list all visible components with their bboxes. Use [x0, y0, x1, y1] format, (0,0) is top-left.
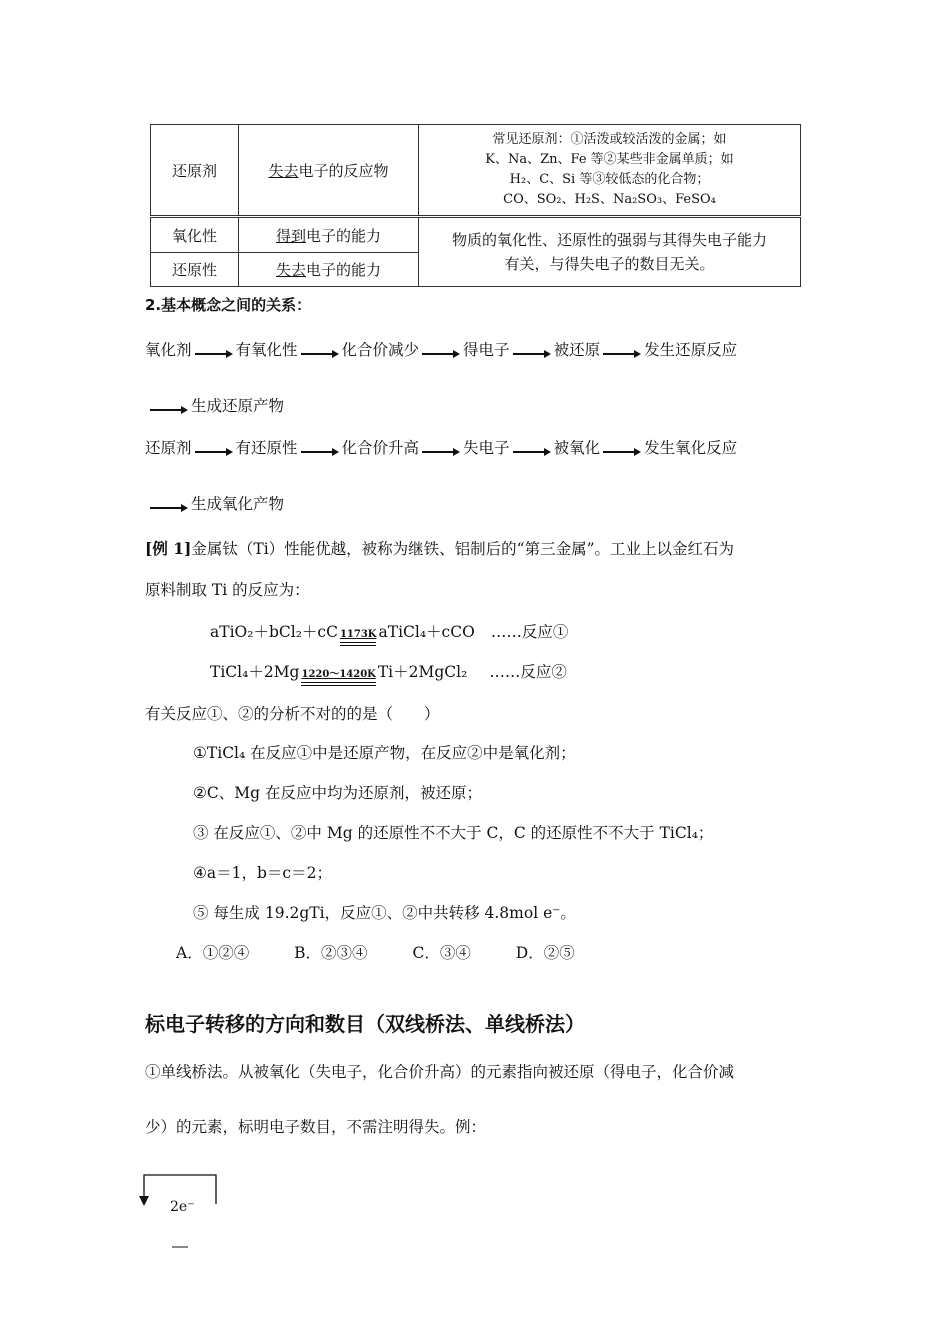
- reducer-chain-tail: 生成氧化产物: [147, 492, 284, 514]
- example-intro-2: 原料制取 Ti 的反应为：: [145, 581, 310, 599]
- single-bridge-desc-1: ①单线桥法。从被氧化（失电子，化合价升高）的元素指向被还原（得电子，化合价减: [145, 1063, 735, 1081]
- arrow-icon: [150, 402, 188, 412]
- reducer-name: 还原剂: [151, 125, 239, 217]
- arrow-down-icon: [139, 1196, 149, 1206]
- option-c[interactable]: C．③④: [412, 944, 471, 962]
- arrow-icon: [513, 346, 551, 356]
- option-a[interactable]: A．①②④: [176, 944, 250, 962]
- statement-4: ④a＝1，b＝c＝2；: [193, 864, 332, 882]
- reducer-chain: 还原剂 有还原性 化合价升高 失电子 被氧化 发生氧化反应: [145, 439, 738, 457]
- oxidizability-name: 氧化性: [151, 217, 239, 253]
- single-bridge-desc-2: 少）的元素，标明电子数目，不需注明得失。例：: [145, 1118, 487, 1136]
- arrow-icon: [301, 444, 339, 454]
- option-b[interactable]: B．②③④: [294, 944, 368, 962]
- equation-2: TiCl₄＋2Mg 1220～1420K Ti＋2MgCl₂ ……反应②: [210, 660, 567, 686]
- oxidizability-definition: 得到电子的能力: [239, 217, 419, 253]
- arrow-icon: [195, 444, 233, 454]
- electron-transfer-diagram: [136, 1170, 226, 1260]
- statement-2: ②C、Mg 在反应中均为还原剂，被还原；: [193, 784, 482, 802]
- oxidant-chain: 氧化剂 有氧化性 化合价减少 得电子 被还原 发生还原反应: [145, 341, 738, 359]
- statement-5: ⑤ 每生成 19.2gTi，反应①、②中共转移 4.8mol e⁻。: [193, 904, 576, 922]
- arrow-icon: [195, 346, 233, 356]
- section-heading: 标电子转移的方向和数目（双线桥法、单线桥法）: [145, 1012, 585, 1036]
- table-row: [151, 125, 801, 217]
- option-d[interactable]: D．②⑤: [515, 944, 575, 962]
- reducer-definition: 失去电子的反应物: [239, 125, 419, 217]
- table-row: [151, 217, 801, 253]
- electron-count-label: 2e⁻: [170, 1199, 195, 1215]
- arrow-icon: [603, 346, 641, 356]
- section2-title: 2.基本概念之间的关系：: [145, 296, 312, 314]
- statement-1: ①TiCl₄ 在反应①中是还原产物，在反应②中是氧化剂；: [193, 744, 576, 762]
- arrow-icon: [513, 444, 551, 454]
- reducer-examples: 常见还原剂：①活泼或较活泼的金属；如 K、Na、Zn、Fe 等②某些非金属单质；如 H₂、C、Si 等③较低态的化合物； CO、SO₂、H₂S、Na₂SO₃、FeSO₄: [419, 125, 801, 217]
- reaction-condition: 1173K: [340, 629, 377, 646]
- strength-note: 物质的氧化性、还原性的强弱与其得失电子能力 有关，与得失电子的数目无关。: [419, 217, 801, 287]
- arrow-icon: [422, 444, 460, 454]
- arrow-icon: [301, 346, 339, 356]
- reducibility-name: 还原性: [151, 253, 239, 287]
- concept-table: [150, 124, 801, 287]
- arrow-icon: [150, 500, 188, 510]
- answer-options: [176, 941, 575, 963]
- arrow-icon: [603, 444, 641, 454]
- arrow-icon: [422, 346, 460, 356]
- reaction-condition: 1220～1420K: [301, 669, 375, 686]
- equation-1: aTiO₂＋bCl₂＋cC 1173K aTiCl₄＋cCO ……反应①: [210, 620, 568, 646]
- example-intro: [例 1]金属钛（Ti）性能优越，被称为继铁、铝制后的“第三金属”。工业上以金红石为: [145, 539, 735, 558]
- oxidant-chain-tail: 生成还原产物: [147, 394, 284, 416]
- question: 有关反应①、②的分析不对的的是（ ）: [145, 705, 440, 723]
- reducibility-definition: 失去电子的能力: [239, 253, 419, 287]
- statement-3: ③ 在反应①、②中 Mg 的还原性不不大于 C，C 的还原性不不大于 TiCl₄；: [193, 824, 714, 842]
